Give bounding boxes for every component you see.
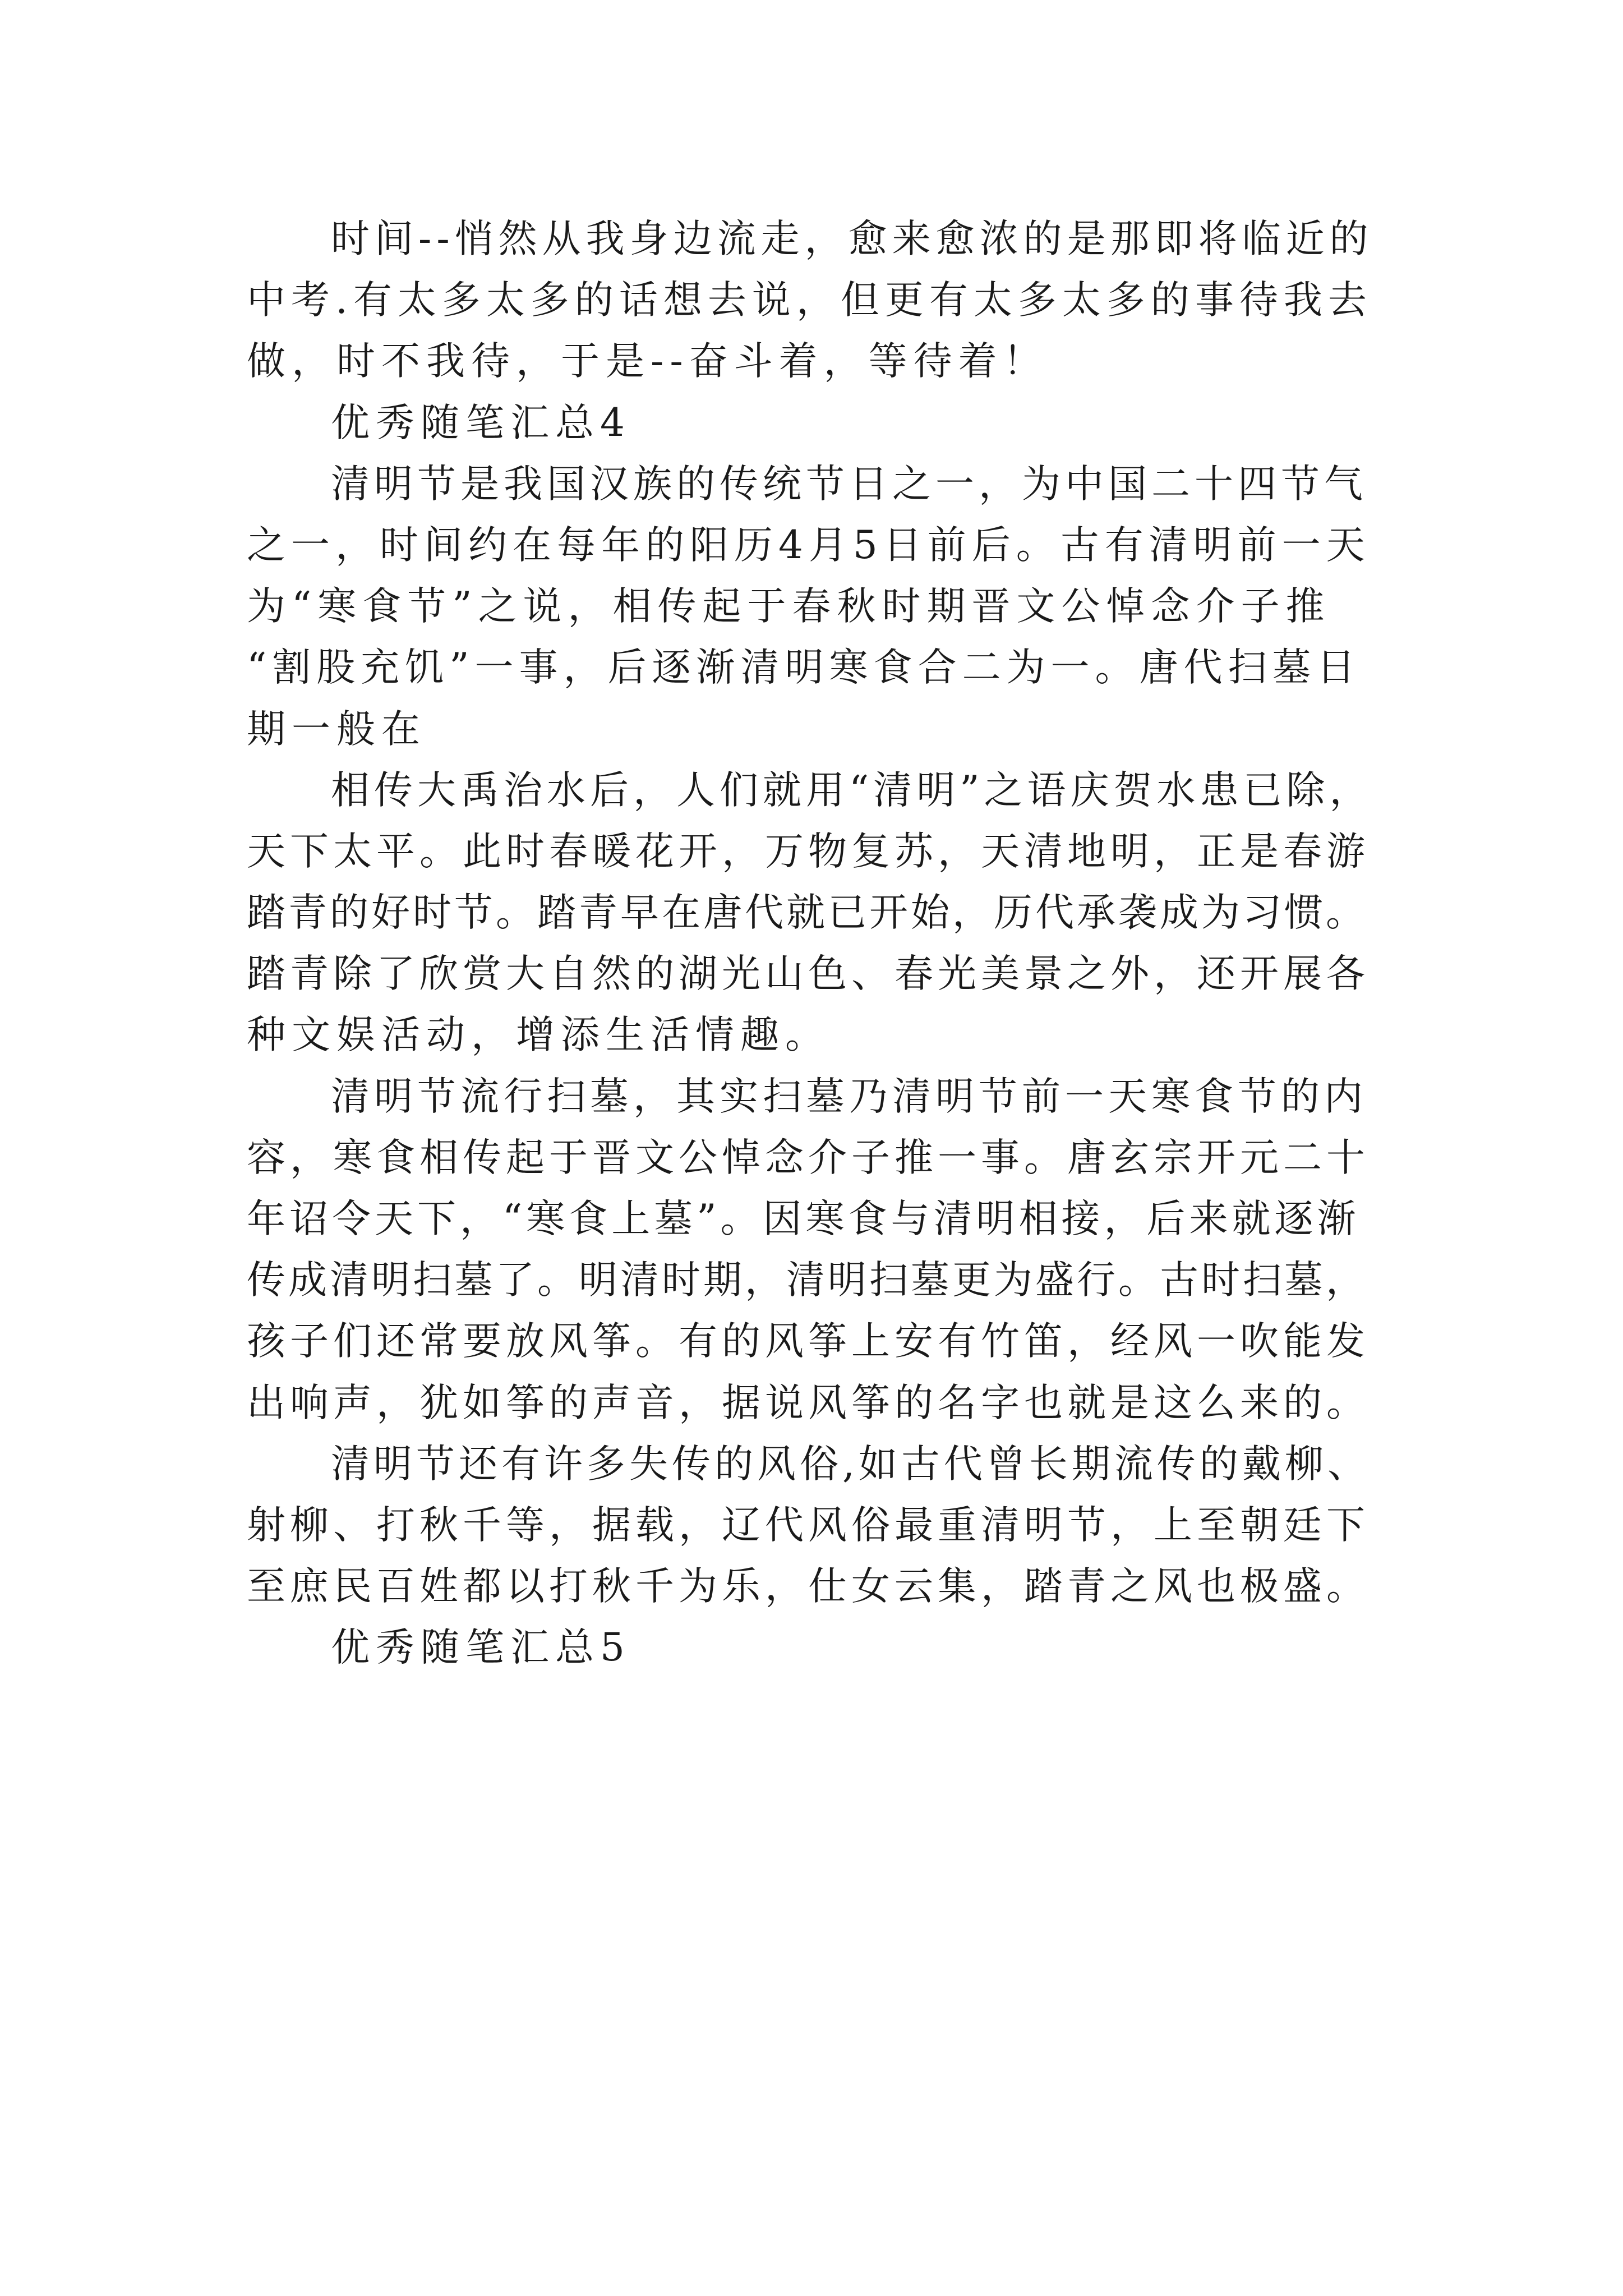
paragraph-line: 至庶民百姓都以打秋千为乐，仕女云集，踏青之风也极盛。 [247, 1564, 1370, 1609]
paragraph-line: 相传大禹治水后，人们就用“清明”之语庆贺水患已除， [331, 767, 1373, 813]
document-body [247, 209, 1374, 1679]
paragraph-line: 踏青除了欣赏大自然的湖光山色、春光美景之外，还开展各 [247, 951, 1370, 997]
paragraph-line: 为“寒食节”之说，相传起于春秋时期晋文公悼念介子推 [247, 584, 1331, 629]
paragraph-line: 做，时不我待，于是--奋斗着，等待着！ [247, 339, 1048, 384]
paragraph-line: 容，寒食相传起于晋文公悼念介子推一事。唐玄宗开元二十 [247, 1135, 1370, 1180]
paragraph-line: 天下太平。此时春暖花开，万物复苏，天清地明，正是春游 [247, 829, 1370, 874]
paragraph-line: 种文娱活动，增添生活情趣。 [247, 1013, 830, 1058]
paragraph-line: 出响声，犹如筝的声音，据说风筝的名字也就是这么来的。 [247, 1380, 1370, 1425]
paragraph-line: 中考.有太多太多的话想去说，但更有太多太多的事待我去 [247, 278, 1372, 323]
section-heading: 优秀随笔汇总4 [331, 400, 631, 445]
paragraph-line: 清明节流行扫墓，其实扫墓乃清明节前一天寒食节的内 [331, 1074, 1367, 1119]
paragraph-line: 清明节是我国汉族的传统节日之一，为中国二十四节气 [331, 461, 1367, 507]
paragraph-line: 射柳、打秋千等，据载，辽代风俗最重清明节，上至朝廷下 [247, 1502, 1370, 1548]
paragraph-line: 期一般在 [247, 706, 426, 752]
paragraph-line: 年诏令天下，“寒食上墓”。因寒食与清明相接，后来就逐渐 [247, 1197, 1360, 1241]
paragraph-line: 之一，时间约在每年的阳历4月5日前后。古有清明前一天 [247, 522, 1371, 568]
paragraph-line: 传成清明扫墓了。明清时期，清明扫墓更为盛行。古时扫墓， [247, 1258, 1367, 1303]
paragraph-line: 踏青的好时节。踏青早在唐代就已开始，历代承袭成为习惯。 [247, 890, 1367, 936]
paragraph-line: 孩子们还常要放风筝。有的风筝上安有竹笛，经风一吹能发 [247, 1319, 1370, 1364]
paragraph-line: 时间--悄然从我身边流走，愈来愈浓的是那即将临近的 [331, 217, 1373, 261]
paragraph-line: 清明节还有许多失传的风俗,如古代曾长期流传的戴柳、 [331, 1441, 1370, 1487]
paragraph-line: “割股充饥”一事，后逐渐清明寒食合二为一。唐代扫墓日 [247, 645, 1361, 691]
section-heading: 优秀随笔汇总5 [331, 1625, 631, 1671]
